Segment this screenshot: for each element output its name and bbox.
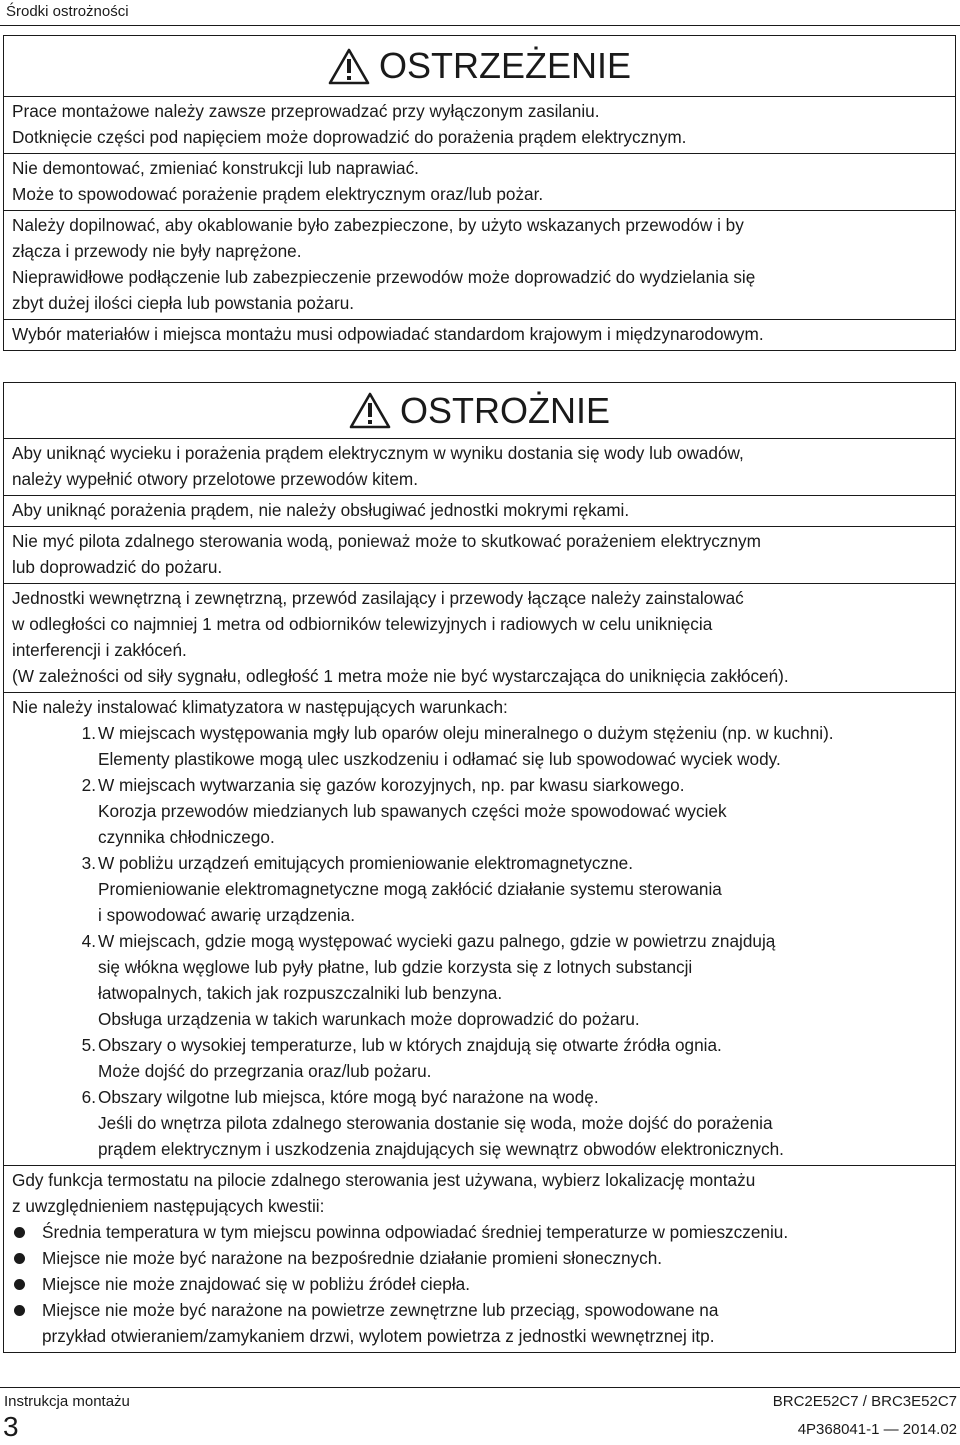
text-line: zbyt dużej ilości ciepła lub powstania pożaru. [12, 293, 355, 313]
text-line: Prace montażowe należy zawsze przeprowadzać przy wyłączonym zasilaniu. [12, 101, 600, 121]
caution-paragraph [4, 526, 955, 583]
text-line: Aby uniknąć porażenia prądem, nie należy obsługiwać jednostki mokrymi rękami. [12, 500, 630, 520]
text-line: złącza i przewody nie były naprężone. [12, 241, 302, 261]
bullet-item [12, 1271, 947, 1297]
document-code: 4P368041-1 — 2014.02 [797, 1421, 957, 1438]
text-line: Należy dopilnować, aby okablowanie było zabezpieczone, by użyto wskazanych przewodów i by [12, 215, 744, 235]
condition-number: 5. [81, 1035, 96, 1055]
warning-box [3, 35, 956, 351]
bullet-text-line: przykład otwieraniem/zamykaniem drzwi, wylotem powietrza z jednostki wewnętrznej itp. [42, 1326, 715, 1346]
condition-number: 3. [81, 853, 96, 873]
thermostat-intro-line: z uwzględnieniem następujących kwestii: [12, 1196, 325, 1216]
warning-paragraph [4, 210, 955, 319]
caution-title: OSTROŻNIE [399, 389, 610, 431]
conditions-block [4, 692, 955, 1165]
condition-text-line: Jeśli do wnętrza pilota zdalnego sterowania dostanie się woda, może dojść do porażenia [98, 1113, 773, 1133]
bullet-item [12, 1219, 947, 1245]
text-line: Nie myć pilota zdalnego sterowania wodą, ponieważ może to skutkować porażeniem elektrycznym [12, 531, 761, 551]
condition-item [12, 1032, 947, 1084]
text-line: interferencji i zakłóceń. [12, 640, 187, 660]
warning-title: OSTRZEŻENIE [378, 45, 632, 86]
condition-text-line: prądem elektrycznym i uszkodzenia znajdujących się wewnątrz obwodów elektronicznych. [98, 1139, 784, 1159]
warning-header [4, 36, 955, 96]
bullet-text-line: Miejsce nie może być narażone na bezpośrednie działanie promieni słonecznych. [42, 1248, 663, 1268]
manual-label: Instrukcja montażu [4, 1393, 130, 1410]
condition-text-line: W miejscach występowania mgły lub oparów oleju mineralnego o dużym stężeniu (np. w kuchni). [98, 723, 834, 743]
footer-rule [0, 1387, 960, 1388]
text-line: w odległości co najmniej 1 metra od odbiorników telewizyjnych i radiowych w celu uniknięcia [12, 614, 713, 634]
bullet-dot-icon [12, 1297, 42, 1349]
bullet-dot-icon [12, 1245, 42, 1271]
bullet-text-line: Miejsce nie może znajdować się w pobliżu źródeł ciepła. [42, 1274, 470, 1294]
caution-triangle-icon [349, 392, 391, 429]
caution-paragraph [4, 438, 955, 495]
caution-paragraph [4, 495, 955, 526]
condition-item [12, 928, 947, 1032]
condition-text-line: Obszary o wysokiej temperaturze, lub w których znajdują się otwarte źródła ognia. [98, 1035, 722, 1055]
text-line: lub doprowadzić do pożaru. [12, 557, 223, 577]
bullet-dot-icon [12, 1271, 42, 1297]
condition-item [12, 1084, 947, 1162]
condition-text-line: Elementy plastikowe mogą ulec uszkodzeniu i odłamać się lub spowodować wyciek wody. [98, 749, 781, 769]
caution-paragraph [4, 583, 955, 692]
bullet-item [12, 1297, 947, 1349]
model-number: BRC2E52C7 / BRC3E52C7 [772, 1393, 957, 1410]
text-line: Może to spowodować porażenie prądem elektrycznym oraz/lub pożar. [12, 184, 544, 204]
condition-text-line: czynnika chłodniczego. [98, 827, 275, 847]
caution-box [3, 382, 956, 1353]
bullet-text-line: Miejsce nie może być narażone na powietrze zewnętrzne lub przeciąg, spowodowane na [42, 1300, 719, 1320]
condition-text-line: się włókna węglowe lub pyły płatne, lub gdzie korzysta się z lotnych substancji [98, 957, 693, 977]
warning-paragraph [4, 319, 955, 350]
text-line: (W zależności od siły sygnału, odległość 1 metra może nie być wystarczająca do uniknięcia zakłóceń). [12, 666, 789, 686]
text-line: Nieprawidłowe podłączenie lub zabezpieczenie przewodów może doprowadzić do wydzielania się [12, 267, 756, 287]
text-line: Nie demontować, zmieniać konstrukcji lub naprawiać. [12, 158, 419, 178]
condition-text-line: W miejscach, gdzie mogą występować wycieki gazu palnego, gdzie w powietrzu znajdują [98, 931, 776, 951]
condition-item [12, 850, 947, 928]
warning-triangle-icon [328, 48, 370, 85]
text-line: należy wypełnić otwory przelotowe przewodów kitem. [12, 469, 418, 489]
bullet-dot-icon [12, 1219, 42, 1245]
bullet-text-line: Średnia temperatura w tym miejscu powinna odpowiadać średniej temperaturze w pomieszczeniu. [42, 1222, 789, 1242]
warning-paragraph [4, 96, 955, 153]
condition-text-line: W miejscach wytwarzania się gazów korozyjnych, np. par kwasu siarkowego. [98, 775, 685, 795]
condition-text-line: Obszary wilgotne lub miejsca, które mogą być narażone na wodę. [98, 1087, 599, 1107]
condition-text-line: W pobliżu urządzeń emitujących promieniowanie elektromagnetyczne. [98, 853, 633, 873]
caution-header [4, 383, 955, 438]
conditions-intro: Nie należy instalować klimatyzatora w następujących warunkach: [12, 697, 508, 717]
condition-item [12, 772, 947, 850]
condition-item [12, 720, 947, 772]
bullet-item [12, 1245, 947, 1271]
text-line: Dotknięcie części pod napięciem może doprowadzić do porażenia prądem elektrycznym. [12, 127, 687, 147]
condition-number: 2. [81, 775, 96, 795]
condition-text-line: Może dojść do przegrzania oraz/lub pożaru. [98, 1061, 432, 1081]
text-line: Jednostki wewnętrzną i zewnętrzną, przewód zasilający i przewody łączące należy zainstalować [12, 588, 744, 608]
thermostat-block [4, 1165, 955, 1352]
condition-number: 4. [81, 931, 96, 951]
condition-text-line: Obsługa urządzenia w takich warunkach może doprowadzić do pożaru. [98, 1009, 640, 1029]
condition-number: 1. [81, 723, 96, 743]
condition-text-line: Promieniowanie elektromagnetyczne mogą zakłócić działanie systemu sterowania [98, 879, 722, 899]
header-rule [0, 25, 960, 26]
warning-paragraph [4, 153, 955, 210]
condition-text-line: łatwopalnych, takich jak rozpuszczalniki lub benzyna. [98, 983, 503, 1003]
section-title: Środki ostrożności [6, 3, 129, 20]
condition-number: 6. [81, 1087, 96, 1107]
condition-text-line: i spowodować awarię urządzenia. [98, 905, 355, 925]
condition-text-line: Korozja przewodów miedzianych lub spawanych części może spowodować wyciek [98, 801, 727, 821]
thermostat-intro-line: Gdy funkcja termostatu na pilocie zdalnego sterowania jest używana, wybierz lokalizację montażu [12, 1170, 756, 1190]
text-line: Wybór materiałów i miejsca montażu musi odpowiadać standardom krajowym i międzynarodowym. [12, 324, 764, 344]
text-line: Aby uniknąć wycieku i porażenia prądem elektrycznym w wyniku dostania się wody lub owadów, [12, 443, 744, 463]
page-number: 3 [3, 1411, 19, 1442]
